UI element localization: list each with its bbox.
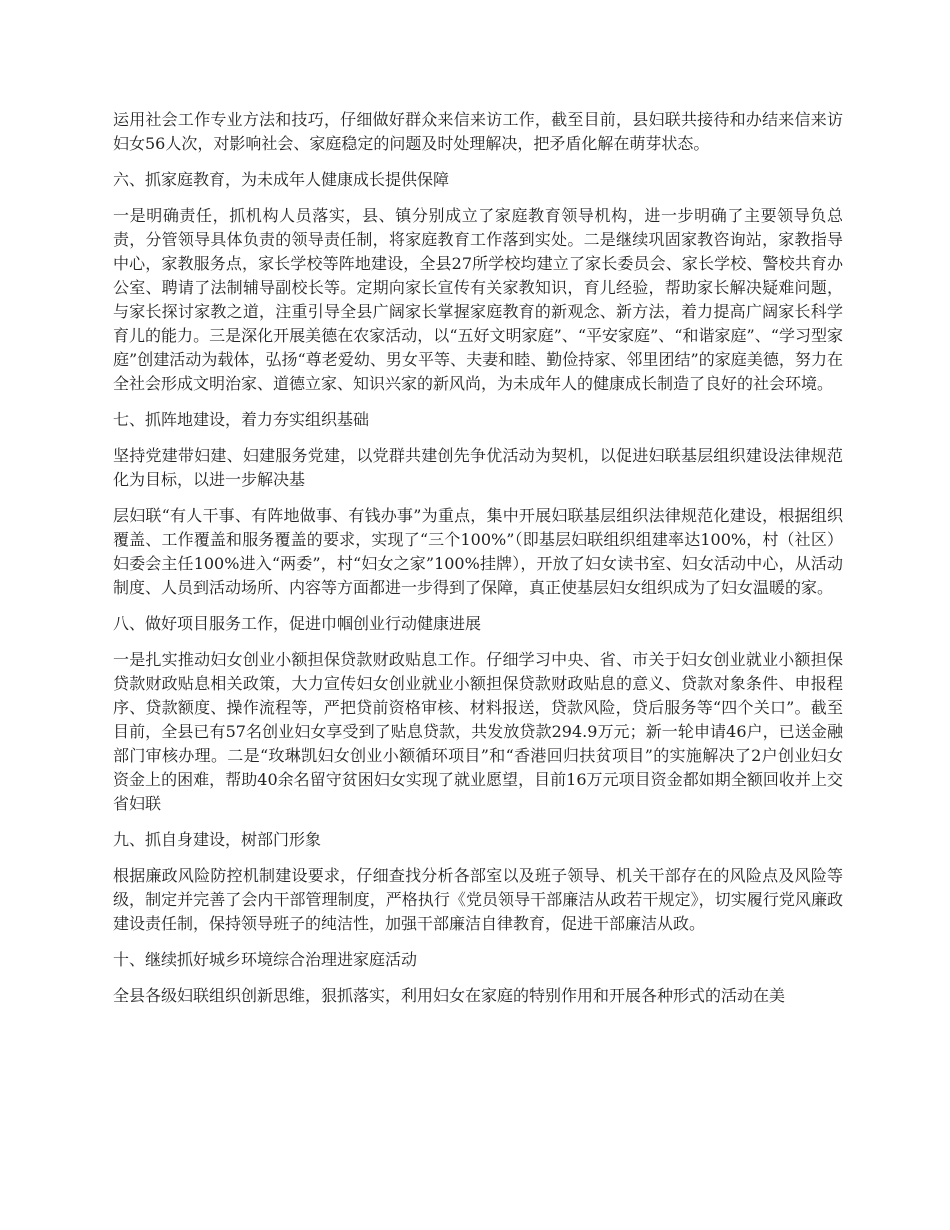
section-heading-8: 八、做好项目服务工作，促进巾帼创业行动健康进展 — [113, 614, 482, 633]
section-heading-6: 六、抓家庭教育，为未成年人健康成长提供保障 — [113, 170, 450, 189]
document-page — [113, 108, 843, 1020]
body-paragraph: 层妇联“有人干事、有阵地做事、有钱办事”为重点，集中开展妇联基层组织法律规范化建设，根据组织覆盖、工作覆盖和服务覆盖的要求，实现了“三个100%”（即基层妇联组织组建率达100%，村（社区）妇委会主任100%进入“两委”，村“妇女之家”100%挂牌），开放了妇女读书室、妇女活动中心，从活动制度、人员到活动场所、内容等方面都进一步得到了保障，真正使基层妇女组织成为了妇女温暖的家。 — [113, 506, 843, 597]
body-paragraph: 根据廉政风险防控机制建设要求，仔细查找分析各部室以及班子领导、机关干部存在的风险点及风险等级，制定并完善了会内干部管理制度，严格执行《党员领导干部廉洁从政若干规定》，切实履行党风廉政建设责任制，保持领导班子的纯洁性，加强干部廉洁自律教育，促进干部廉洁从政。 — [113, 866, 843, 933]
body-paragraph: 运用社会工作专业方法和技巧，仔细做好群众来信来访工作，截至目前，县妇联共接待和办结来信来访妇女56人次，对影响社会、家庭稳定的问题及时处理解决，把矛盾化解在萌芽状态。 — [113, 110, 843, 153]
section-heading-9: 九、抓自身建设，树部门形象 — [113, 830, 322, 849]
body-paragraph: 全县各级妇联组织创新思维，狠抓落实，利用妇女在家庭的特别作用和开展各种形式的活动在美 — [113, 986, 786, 1005]
section-heading-10: 十、继续抓好城乡环境综合治理进家庭活动 — [113, 950, 418, 969]
body-paragraph: 一是明确责任，抓机构人员落实，县、镇分别成立了家庭教育领导机构，进一步明确了主要领导负总责，分管领导具体负责的领导责任制，将家庭教育工作落到实处。二是继续巩固家教咨询站，家教指导中心，家教服务点，家长学校等阵地建设，全县27所学校均建立了家长委员会、家长学校、警校共育办公室、聘请了法制辅导副校长等。定期向家长宣传有关家教知识，育儿经验，帮助家长解决疑难问题，与家长探讨家教之道，注重引导全县广阔家长掌握家庭教育的新观念、新方法，着力提高广阔家长科学育儿的能力。三是深化开展美德在农家活动，以“五好文明家庭”、“平安家庭”、“和谐家庭”、“学习型家庭”创建活动为载体，弘扬“尊老爱幼、男女平等、夫妻和睦、勤俭持家、邻里团结”的家庭美德，努力在全社会形成文明治家、道德立家、知识兴家的新风尚，为未成年人的健康成长制造了良好的社会环境。 — [113, 206, 843, 393]
body-paragraph: 坚持党建带妇建、妇建服务党建，以党群共建创先争优活动为契机，以促进妇联基层组织建设法律规范化为目标，以进一步解决基 — [113, 446, 843, 489]
body-paragraph: 一是扎实推动妇女创业小额担保贷款财政贴息工作。仔细学习中央、省、市关于妇女创业就业小额担保贷款财政贴息相关政策，大力宣传妇女创业就业小额担保贷款财政贴息的意义、贷款对象条件、申报程序、贷款额度、操作流程等，严把贷前资格审核、材料报送，贷款风险，贷后服务等“四个关口”。截至目前，全县已有57名创业妇女享受到了贴息贷款，共发放贷款294.9万元；新一轮申请46户，已送金融部门审核办理。二是“玫琳凯妇女创业小额循环项目”和“香港回归扶贫项目”的实施解决了2户创业妇女资金上的困难，帮助40余名留守贫困妇女实现了就业愿望，目前16万元项目资金都如期全额回收并上交省妇联 — [113, 650, 843, 813]
section-heading-7: 七、抓阵地建设，着力夯实组织基础 — [113, 410, 370, 429]
